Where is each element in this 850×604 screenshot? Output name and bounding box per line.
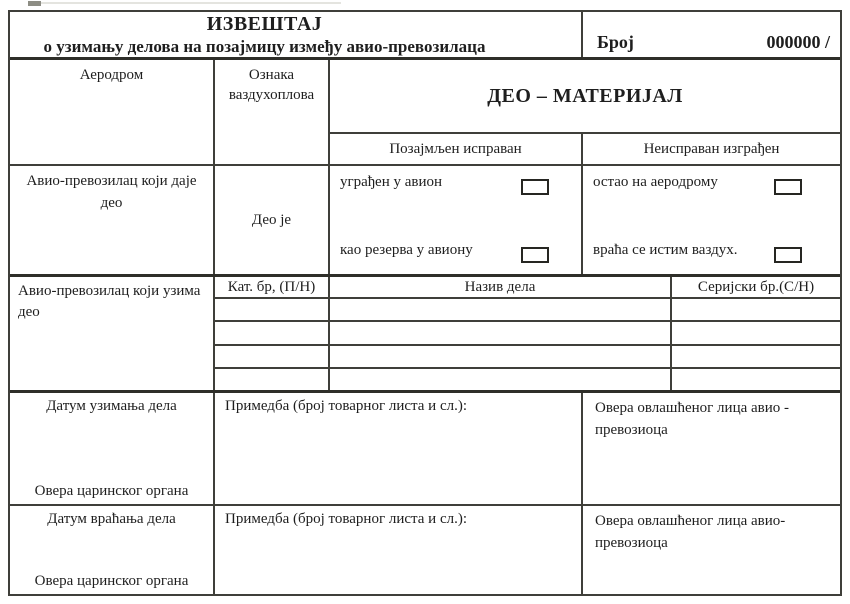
parts-table-header [215, 277, 840, 299]
table-row [215, 346, 840, 369]
number-value: 000000 / [766, 32, 830, 52]
customs-certification-label: Овера царинског органа [34, 573, 189, 589]
part-serial-cell[interactable] [672, 299, 840, 320]
taking-date-row [10, 390, 840, 504]
part-name-header: Назив дела [330, 277, 672, 297]
part-name-cell[interactable] [330, 369, 672, 390]
giving-carrier-row [10, 164, 840, 274]
defective-options-column [583, 166, 840, 274]
giving-carrier-label: Авио-превозилац који даје део [26, 173, 197, 211]
option-installed [330, 173, 581, 195]
table-row [215, 369, 840, 390]
installed-in-aircraft-label: уграђен у авион [340, 174, 443, 190]
returned-same-aircraft-label: враћа се истим ваздух. [593, 242, 738, 258]
option-returned [583, 241, 840, 263]
part-is-label: Део је [251, 211, 292, 228]
option-spare [330, 241, 581, 263]
number-label: Број [597, 32, 634, 52]
form-title-block [10, 12, 583, 57]
catalog-number-header: Кат. бр, (П/Н) [215, 277, 330, 297]
return-date-cell[interactable] [10, 506, 215, 594]
remained-at-airport-label: остао на аеродрому [593, 174, 718, 190]
part-material-title: ДЕО – МАТЕРИЈАЛ [487, 84, 683, 107]
header-row [10, 57, 840, 164]
return-remark-label: Примедба (број товарног листа и сл.): [225, 511, 468, 527]
taking-authorized-cell[interactable] [583, 393, 840, 504]
taking-carrier-label: Авио-превозилац који узима део [18, 283, 201, 320]
part-catalog-cell[interactable] [215, 299, 330, 320]
borrowed-ok-header: Позајмљен исправан [330, 134, 583, 164]
taking-carrier-cell[interactable] [10, 277, 215, 390]
page-subtitle: о узимању делова на позајмицу између авио-превозилаца [43, 37, 486, 56]
taking-authorized-label: Овера овлашћеног лица авио - превозиоца [595, 400, 790, 438]
return-remark-cell[interactable] [215, 506, 583, 594]
part-serial-cell[interactable] [672, 346, 840, 367]
customs-certification-label: Овера царинског органа [34, 483, 189, 499]
taking-date-cell[interactable] [10, 393, 215, 504]
part-material-headers [330, 132, 840, 164]
scan-artifact [41, 2, 341, 4]
taking-remark-label: Примедба (број товарног листа и сл.): [225, 398, 468, 414]
option-remained [583, 173, 840, 195]
taking-carrier-row [10, 274, 840, 390]
part-is-cell [215, 166, 330, 274]
part-name-cell[interactable] [330, 299, 672, 320]
airport-label: Аеродром [79, 67, 144, 83]
taking-remark-cell[interactable] [215, 393, 583, 504]
giving-carrier-cell[interactable] [10, 166, 215, 274]
part-serial-cell[interactable] [672, 369, 840, 390]
title-row [10, 12, 840, 57]
installed-in-aircraft-checkbox[interactable] [521, 179, 549, 195]
page-title: ИЗВЕШТАЈ [206, 13, 323, 35]
as-spare-in-aircraft-label: као резерва у авиону [340, 242, 473, 258]
return-authorized-label: Овера овлашћеног лица авио-превозиоца [595, 513, 786, 551]
returned-same-aircraft-checkbox[interactable] [774, 247, 802, 263]
loan-report-form [8, 10, 842, 596]
defective-removed-header: Неисправан изграђен [643, 140, 780, 157]
return-authorized-cell[interactable] [583, 506, 840, 594]
return-date-label: Датум враћања дела [47, 511, 176, 527]
aircraft-mark-cell[interactable] [215, 60, 330, 164]
borrowed-options-column [330, 166, 583, 274]
document-number-cell[interactable] [583, 12, 840, 57]
return-date-row [10, 504, 840, 594]
part-name-cell[interactable] [330, 322, 672, 343]
serial-number-header: Серијски бр.(С/Н) [697, 278, 815, 295]
taking-date-label: Датум узимања дела [46, 398, 177, 414]
aircraft-mark-label: Ознака ваздухоплова [228, 67, 315, 104]
part-catalog-cell[interactable] [215, 322, 330, 343]
parts-table [215, 277, 840, 390]
part-catalog-cell[interactable] [215, 346, 330, 367]
table-row [215, 322, 840, 345]
as-spare-in-aircraft-checkbox[interactable] [521, 247, 549, 263]
part-material-section [330, 60, 840, 164]
airport-cell[interactable] [10, 60, 215, 164]
part-catalog-cell[interactable] [215, 369, 330, 390]
part-serial-cell[interactable] [672, 322, 840, 343]
table-row [215, 299, 840, 322]
scan-artifact [28, 1, 41, 6]
remained-at-airport-checkbox[interactable] [774, 179, 802, 195]
part-name-cell[interactable] [330, 346, 672, 367]
